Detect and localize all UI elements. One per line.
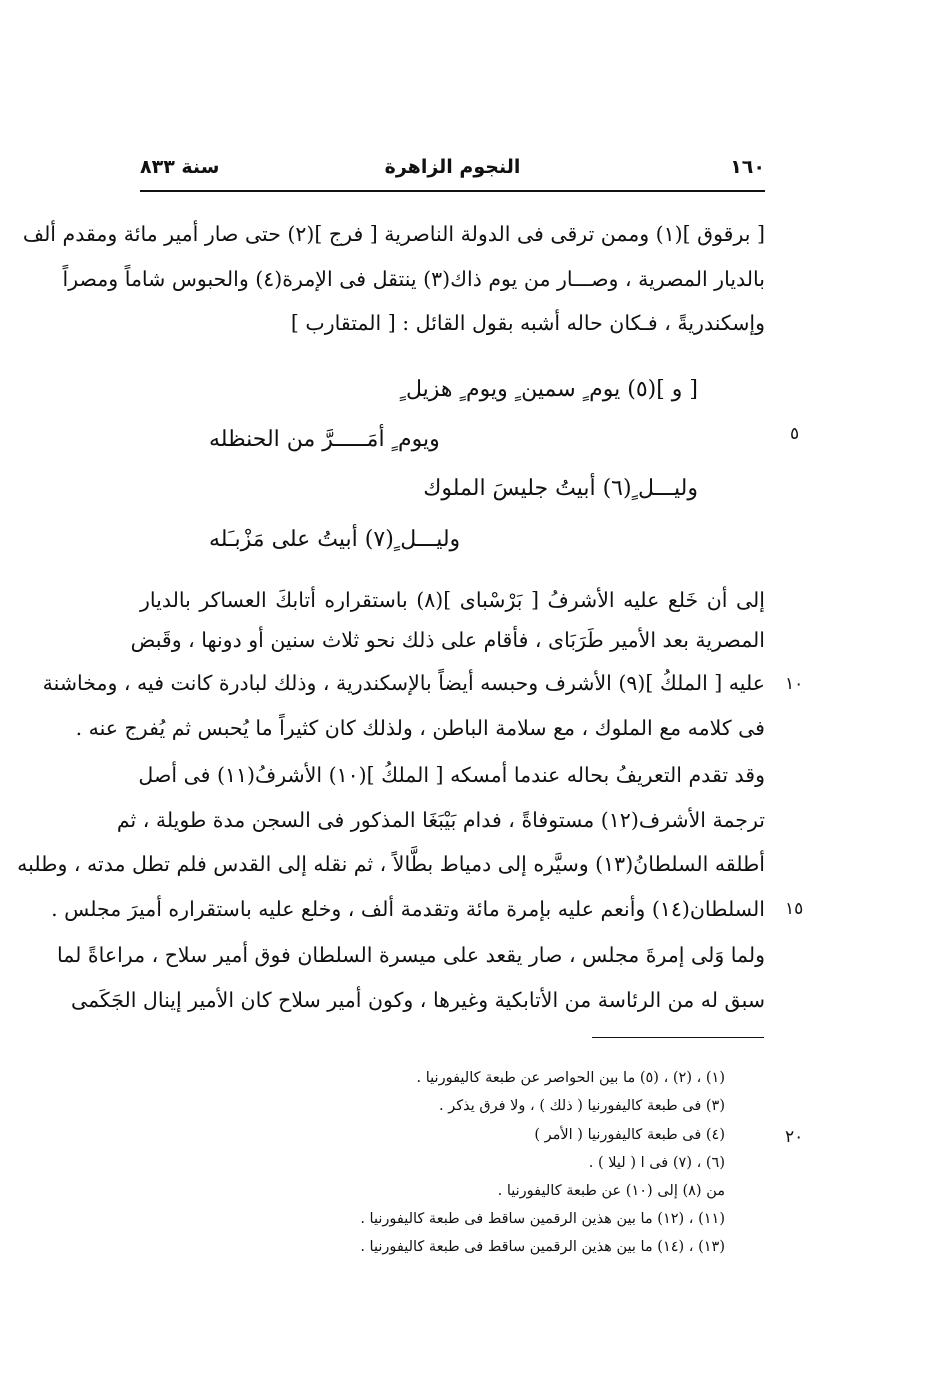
footnote: من (٨) إلى (١٠) عن طبعة كاليفورنيا . — [497, 1183, 725, 1199]
poem-verse: وليـــل ٍ(٦) أبيتُ جليسَ الملوك — [423, 476, 698, 501]
footnote-rule — [592, 1037, 764, 1038]
line-number: ١٠ — [785, 674, 804, 694]
text-line: بالديار المصرية ، وصـــار من يوم ذاك(٣) ينتقل فى الإمرة(٤) والحبوس شاماً ومصراً — [62, 267, 765, 291]
page-number: ١٦٠ — [730, 156, 765, 178]
text-line: المصرية بعد الأمير طَرَبَاى ، فأقام على ذلك نحو ثلاث سنين أو دونها ، وقَبض — [130, 628, 765, 652]
text-line: ولما وَلى إمرةَ مجلس ، صار يقعد على ميسرة السلطان فوق أمير سلاح ، مراعاةً لما — [56, 943, 765, 967]
text-line: وإسكندريةً ، فـكان حاله أشبه بقول القائل : [ المتقارب ] — [290, 311, 765, 335]
footnote: (٤) فى طبعة كاليفورنيا ( الأمر ) — [534, 1127, 725, 1143]
footnote: (١) ، (٢) ، (٥) ما بين الحواصر عن طبعة كاليفورنيا . — [416, 1070, 725, 1086]
poem-verse: [ و ](٥) يوم ٍ سمين ٍ ويوم ٍ هزيل ٍ — [399, 377, 698, 402]
text-line: وقد تقدم التعريفُ بحاله عندما أمسكه [ الملكُ ](١٠) الأشرفُ(١١) فى أصل — [138, 763, 765, 787]
text-line: ترجمة الأشرف(١٢) مستوفاةً ، فدام بَيْبَغَا المذكور فى السجن مدة طويلة ، ثم — [116, 808, 765, 832]
poem-verse: وليـــل ٍ(٧) أبيتُ على مَزْبـَله — [209, 527, 461, 552]
book-title: النجوم الزاهرة — [384, 156, 521, 178]
text-line: إلى أن خَلع عليه الأشرفُ [ بَرْسْباى ](٨) باستقراره أتابكَ العساكر بالديار — [140, 588, 765, 612]
footnote: (٣) فى طبعة كاليفورنيا ( ذلك ) ، ولا فرق يذكر . — [438, 1098, 725, 1114]
poem-verse: ويوم ٍ أمَـــــرَّ من الحنظله — [209, 427, 440, 452]
footnote: (١١) ، (١٢) ما بين هذين الرقمين ساقط فى طبعة كاليفورنيا . — [360, 1211, 725, 1227]
text-line: سبق له من الرئاسة من الأتابكية وغيرها ، وكون أمير سلاح كان الأمير إينال الجَكَمى — [70, 988, 765, 1012]
text-line: [ برقوق ](١) وممن ترقى فى الدولة الناصرية [ فرج ](٢) حتى صار أمير مائة ومقدم ألف — [22, 222, 765, 246]
text-line: عليه [ الملكُ ](٩) الأشرف وحبسه أيضاً بالإسكندرية ، وذلك لبادرة كانت فيه ، ومخاشنة — [42, 671, 765, 695]
page-header — [140, 150, 765, 190]
text-line: السلطان(١٤) وأنعم عليه بإمرة مائة وتقدمة ألف ، وخلع عليه باستقراره أميرَ مجلس . — [51, 897, 765, 921]
text-line: فى كلامه مع الملوك ، مع سلامة الباطن ، ولذلك كان كثيراً ما يُحبس ثم يُفرج عنه . — [75, 716, 765, 740]
footnote: (١٣) ، (١٤) ما بين هذين الرقمين ساقط فى طبعة كاليفورنيا . — [360, 1239, 725, 1255]
header-rule — [140, 190, 765, 192]
line-number: ٥ — [790, 424, 800, 444]
line-number: ١٥ — [785, 899, 804, 919]
year-label: سنة ٨٣٣ — [140, 156, 220, 178]
footnote: (٦) ، (٧) فى ا ( ليلا ) . — [588, 1155, 725, 1171]
line-number: ٢٠ — [785, 1127, 804, 1147]
text-line: أطلقه السلطانُ(١٣) وسيَّره إلى دمياط بطَّالاً ، ثم نقله إلى القدس فلم تطل مدته ، وطلبه — [17, 852, 765, 876]
